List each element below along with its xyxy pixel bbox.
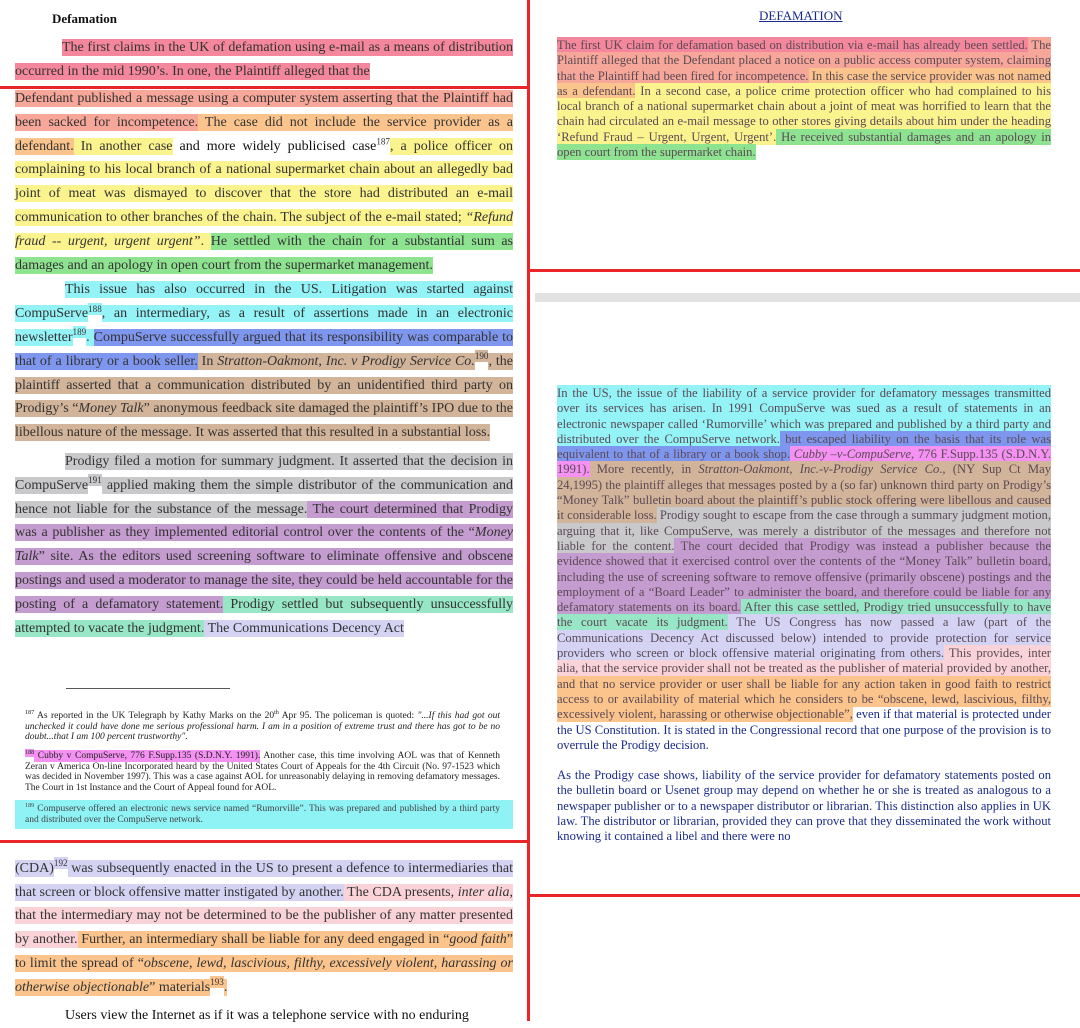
footnote-188-text: Another case, this time involving AOL was that of Kenneth Zeran v America On-line Incorporated heard by the United States Court of Appeals for the 4th Circuit (No. 97-1523 which was decided in November 1997). This was a case against AOL for unreasonably delaying in removing defamatory messages. The Court in 1st Instance and the Court of Appeal found for AOL. [25, 751, 501, 793]
left-p1-seg3d: “Refund fraud -- urgent, urgent urgent” [15, 209, 513, 249]
left-b-seg2a: The CDA presents, [343, 884, 458, 900]
footnote-ref-190: 190 [474, 351, 489, 362]
right-t-seg1: The first UK claim for defamation based on distribution via e-mail has already been settled. [557, 38, 1028, 52]
right-m-seg6: The court decided that Prodigy was instead a publisher because the evidence showed that it exercised control over the contents of the “Money Talk” bulletin board, including the use of screening software to remove offensive (primarily obscene) postings and the employment of a “Board Leader” to administer the board, and therefore could be liable for any defamatory statements on its board. [557, 538, 1051, 615]
left-p3-seg2c: ” site. As the editors used screening software to eliminate offensive and obscene postings and used a moderator to manage the site, they could be held accountable for the posting of a defamatory statement. [15, 549, 513, 612]
left-b-seg3a: Further, an intermediary shall be liable for any deed engaged in “ [77, 932, 450, 948]
left-p2-seg3c: , the plaintiff asserted that a communication distributed by an unidentified third party on Prodigy’s “ [15, 353, 514, 417]
vertical-divider [527, 0, 530, 1021]
left-p3-seg1a: Prodigy filed a motion for summary judgment. It asserted that the decision in CompuServe [15, 453, 513, 493]
left-b-last-line: Users view the Internet as if it was a telephone service with no enduring [65, 1008, 469, 1024]
left-p1-seg1: Defendant published a message using a computer system asserting that the Plaintiff had been sacked for incompetence. [15, 91, 513, 130]
left-bottom-paragraph [15, 857, 513, 1028]
right-m-seg4b: Stratton-Oakmont, Inc.-v-Prodigy Service Co [698, 462, 940, 477]
left-p2-seg1b: , an intermediary, as a result of assertions made in an electronic newsletter [15, 306, 513, 345]
left-b-seg2c: , that the intermediary may not be determined to be the publisher of any matter presented by another. [15, 884, 513, 948]
right-m-seg1: In the US, the issue of the liability of a service provider for defamatory messages transmitted over its services has arisen. In 1991 CompuServe was sued as a result of statements in an electronic newspaper called ‘Rumorville’ which was prepared and published by a third party and distributed over the CompuServe network. [557, 386, 1051, 446]
footnote-187-th: th [274, 709, 279, 716]
right-m-seg2: but escaped liability on the basis that its role was equivalent to that of a library or a book shop. [557, 431, 1051, 462]
left-p2-seg3e: ” anonymous feedback site damaged the plaintiff’s IPO due to the libellous nature of the message. It was asserted that this resulted in a substantial loss. [15, 401, 513, 441]
right-middle-section [557, 386, 1051, 845]
right-divider-2 [528, 894, 1080, 897]
right-t-seg2: The Plaintiff alleged that the Defendant placed a notice on a public access computer system, claiming that the Plaintiff had been fired for incompetence. [557, 38, 1051, 83]
right-t-seg3: In this case the service provider was not named as a defendant. [557, 68, 1051, 98]
left-b-seg2b: inter alia [457, 884, 510, 900]
footnote-ref-192: 192 [53, 858, 68, 869]
right-m-seg4c: ., (NY Sup Ct May 24,1995) the plaintiff alleges that messages posted by a (so far) unknown third party on Prodigy’s “Money Talk” bulletin board about the plaintiff’s public stock offering were libellous and caused it considerable loss. [557, 462, 1051, 523]
left-body [15, 87, 513, 640]
left-b-seg3b: good faith [449, 932, 507, 948]
footnote-ref-193: 193 [210, 976, 224, 987]
left-p3-seg2b: Money Talk [15, 525, 513, 565]
left-p1-seg3e: . [200, 233, 211, 249]
right-m-seg4a: More recently, in [589, 462, 699, 477]
left-b-seg3d: obscene, lewd, lascivious, filthy, excessively violent, harassing or otherwise objectionable [15, 955, 513, 995]
right-m-seg9: This provides, inter alia, that the service provider shall not be treated as the publisher of material provided by another, [557, 646, 1051, 676]
left-top-paragraph [15, 36, 513, 83]
left-p3-seg1b: applied making them the simple distributor of the communication and hence not liable for the substance of the message. [15, 477, 513, 517]
footnote-188 [25, 751, 500, 793]
left-p1-seg2: The case did not include the service provider as a defendant. [15, 114, 513, 154]
left-p2-seg2: CompuServe successfully argued that its responsibility was comparable to that of a library or a book seller. [15, 329, 513, 369]
footnote-187-text-b: Apr 95. The policeman is quoted: [278, 711, 418, 721]
right-m-seg5: Prodigy sought to escape from the case through a summary judgment motion, arguing that it, like CompuServe, was merely a distributor of the messages and therefore not liable for the content. [557, 508, 1051, 553]
right-m-seg11: even if that material is protected under the US Constitution. It is stated in the Congressional record that one purpose of the provision is to overrule the Prodigy decision. [557, 707, 1051, 752]
left-p1-seg3c: , a police officer on complaining to his local branch of a national supermarket chain about an allegedly bad joint of meat was dismayed to discover that the store had distributed an e-mail communication to other branches of the chain. The subject of the e-mail stated; [15, 138, 513, 225]
right-heading[interactable]: DEFAMATION [759, 8, 843, 23]
left-p2-seg3b: Stratton-Oakmont, Inc. v Prodigy Service Co. [217, 353, 475, 369]
right-paragraph-1 [557, 386, 1051, 753]
right-m-seg3b: 776 F.Supp.135 (S.D.N.Y. 1991). [557, 447, 1052, 477]
footnote-ref-191: 191 [88, 475, 102, 486]
left-b-seg1b: was subsequently enacted in the US to present a defence to intermediaries that that screen or block offensive matter instigated by another. [15, 861, 513, 900]
page-separator-bar [535, 293, 1080, 302]
footnote-separator [66, 688, 230, 689]
left-p2-seg3d: Money Talk [78, 401, 144, 417]
left-b-seg1a: (CDA) [15, 861, 54, 876]
left-p1-seg3a: In another case [73, 138, 173, 154]
right-m-seg3a: Cubby –v-CompuServe, [790, 447, 915, 462]
footnote-187-number: 187 [25, 709, 35, 716]
footnote-189-text: Compuserve offered an electronic news service named “Rumorville”. This was prepared and published by a third party and distributed over the CompuServe network. [25, 804, 500, 825]
left-b-seg3e: ” materials [149, 979, 211, 995]
left-top-seg1: The first claims in the UK of defamation using e-mail as a means of distribution occurred in the mid 1990’s. [15, 40, 513, 79]
left-p3-seg3: Prodigy settled but subsequently unsuccessfully attempted to vacate the judgment. [15, 596, 513, 636]
footnote-187-quote: "...If this had got out unchecked it could have done me serious professional harm. I am in a position of extreme trust and there has got to be no doubt...that I am 100 percent trustworthy". [25, 711, 501, 742]
footnote-ref-189: 189 [72, 327, 87, 338]
right-m-seg8: The US Congress has now passed a law (part of the Communications Decency Act discussed below) intended to provide protection for service providers who screen or block offensive material originating from others. [557, 615, 1051, 661]
footnote-189 [25, 804, 500, 825]
left-p2-seg1a: This issue has also occurred in the US. Litigation was started against CompuServe [15, 282, 513, 322]
left-b-seg3c: ” to limit the spread of “ [15, 932, 513, 971]
left-p2-seg1c: . [86, 329, 94, 345]
right-paragraph-2: As the Prodigy case shows, liability of the service provider for defamatory statements posted on the bulletin board or Usenet group may depend on whether he or she is treated as analogous to a newspaper publisher or to a newspaper distributor or librarian. This distinction also applies in UK law. The distributor or librarian, provided they can prove that they disseminated the work without knowing it contained a libel and there were no [557, 768, 1051, 844]
right-m-seg7: After this case settled, Prodigy tried unsuccessfully to have the court vacate its judgment. [557, 600, 1052, 630]
right-t-seg5: He received substantial damages and an apology in open court from the supermarket chain. [557, 129, 1051, 160]
right-divider-1 [528, 269, 1080, 272]
left-heading: Defamation [52, 11, 117, 26]
left-p3-seg2a: The court determined that Prodigy was a publisher as they implemented editorial control over the contents of the “ [15, 501, 513, 541]
footnote-188-number: 188 [25, 749, 35, 756]
footnote-188-citation: Cubby v CompuServe, 776 F.Supp.135 (S.D.N.Y. 1991). [34, 751, 261, 761]
left-divider-2 [0, 840, 528, 843]
footnote-ref-188: 188 [88, 303, 102, 314]
left-top-seg2: In one, the Plaintiff alleged that the [168, 63, 370, 79]
footnote-189-number: 189 [25, 802, 35, 809]
footnote-ref-187: 187 [376, 135, 390, 146]
footnote-187-text-a: As reported in the UK Telegraph by Kathy Marks on the 20 [34, 711, 275, 721]
left-p3-seg4: The Communications Decency Act [204, 620, 404, 636]
left-paragraph-2 [15, 278, 513, 445]
left-b-seg3f: . [223, 979, 228, 995]
right-t-seg4: In a second case, a police crime protection officer who had complained to his local branch of a national supermarket chain about a joint of meat was horrified to learn that the chain had circulated an e-mail message to other stores giving details about him under the heading ‘Refund Fraud – Urgent, Urgent, Urgent’. [557, 83, 1051, 144]
left-p2-seg3a: In [197, 353, 218, 369]
right-m-seg10: and that no service provider or user shall be liable for any action taken in good faith to restrict access to or availability of material which he considers to be “obscene, lewd, lascivious, filthy, excessively violent, harassing or otherwise objectionable”, [557, 676, 1051, 722]
left-paragraph-3 [15, 450, 513, 640]
right-top-paragraph [557, 38, 1051, 160]
left-paragraph-1 [15, 87, 513, 277]
left-p1-seg4: He settled with the chain for a substantial sum as damages and an apology in open court from the supermarket management. [15, 233, 514, 273]
left-p1-seg3b: and more widely publicised case [172, 138, 377, 154]
footnote-187 [25, 711, 500, 743]
